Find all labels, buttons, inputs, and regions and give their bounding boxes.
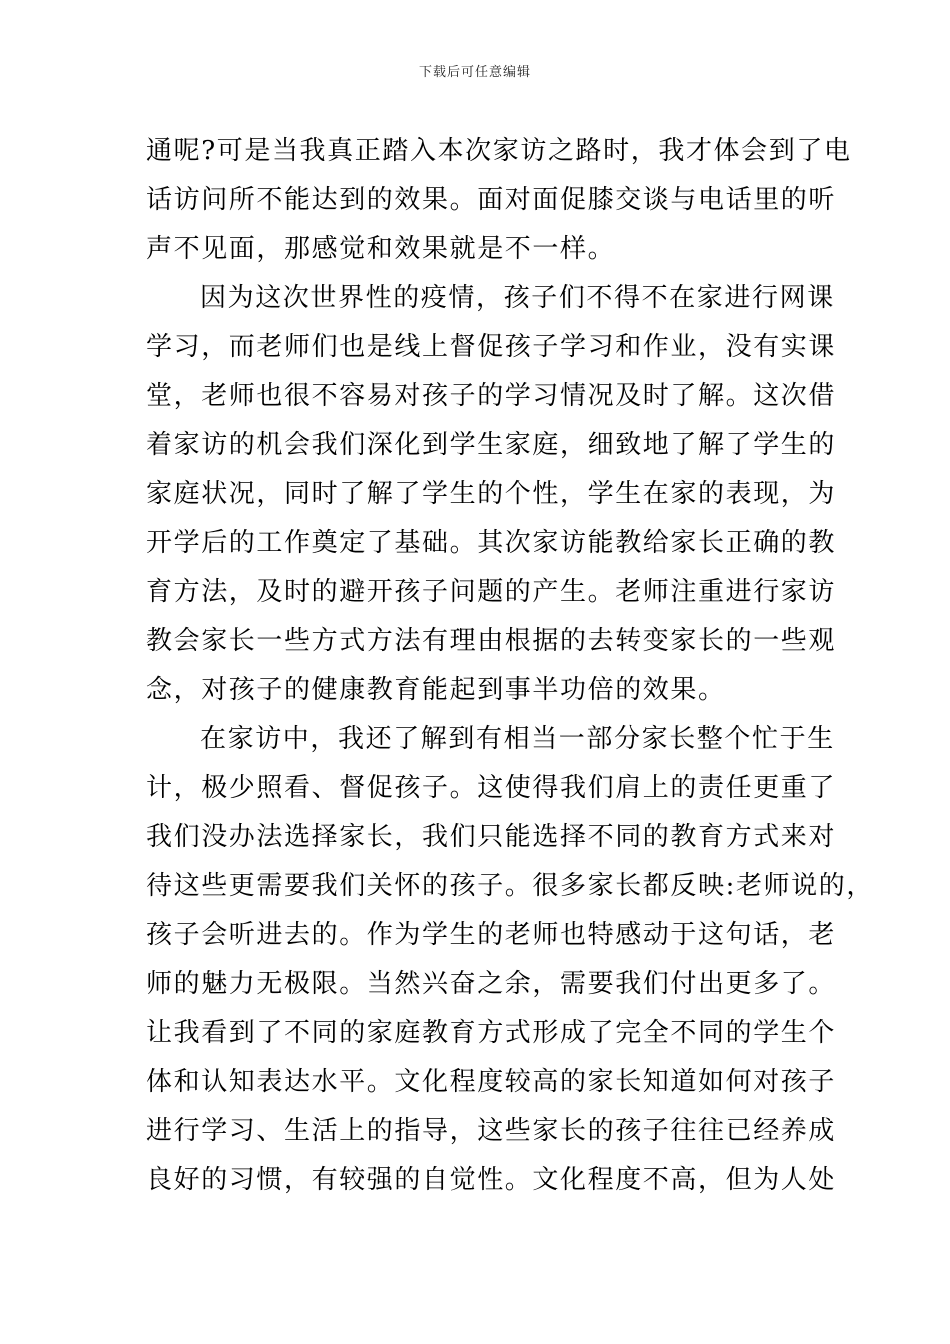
paragraph-first-line: 在家访中，我还了解到有相当一部分家长整个忙于生 [200, 724, 835, 754]
text-line: 师的魅力无极限。当然兴奋之余，需要我们付出更多了。 [146, 969, 837, 999]
text-line: 让我看到了不同的家庭教育方式形成了完全不同的学生个 [146, 1018, 837, 1048]
text-line: 我们没办法选择家长，我们只能选择不同的教育方式来对 [146, 822, 837, 852]
document-body [146, 127, 874, 1205]
page-header: 下载后可任意编辑 [418, 65, 531, 80]
text-line: 家庭状况，同时了解了学生的个性，学生在家的表现，为 [146, 479, 837, 509]
text-line: 良好的习惯，有较强的自觉性。文化程度不高，但为人处 [146, 1165, 837, 1195]
text-line: 开学后的工作奠定了基础。其次家访能教给家长正确的教 [146, 528, 837, 558]
text-line: 堂，老师也很不容易对孩子的学习情况及时了解。这次借 [146, 381, 837, 411]
text-line: 育方法，及时的避开孩子问题的产生。老师注重进行家访 [146, 577, 837, 607]
text-line: 待这些更需要我们关怀的孩子。很多家长都反映:老师说的， [146, 871, 874, 901]
text-line: 教会家长一些方式方法有理由根据的去转变家长的一些观 [146, 626, 837, 656]
text-line: 话访问所不能达到的效果。面对面促膝交谈与电话里的听 [146, 185, 837, 215]
text-line: 念，对孩子的健康教育能起到事半功倍的效果。 [146, 675, 726, 705]
text-line: 孩子会听进去的。作为学生的老师也特感动于这句话，老 [146, 920, 837, 950]
text-line: 通呢?可是当我真正踏入本次家访之路时，我才体会到了电 [146, 136, 852, 166]
paragraph-first-line: 因为这次世界性的疫情，孩子们不得不在家进行网课 [200, 283, 835, 313]
text-line: 体和认知表达水平。文化程度较高的家长知道如何对孩子 [146, 1067, 837, 1097]
text-line: 进行学习、生活上的指导，这些家长的孩子往往已经养成 [146, 1116, 837, 1146]
text-line: 学习，而老师们也是线上督促孩子学习和作业，没有实课 [146, 332, 837, 362]
text-line: 计，极少照看、督促孩子。这使得我们肩上的责任更重了 [146, 773, 837, 803]
text-line: 着家访的机会我们深化到学生家庭，细致地了解了学生的 [146, 430, 837, 460]
text-line: 声不见面，那感觉和效果就是不一样。 [146, 234, 616, 264]
